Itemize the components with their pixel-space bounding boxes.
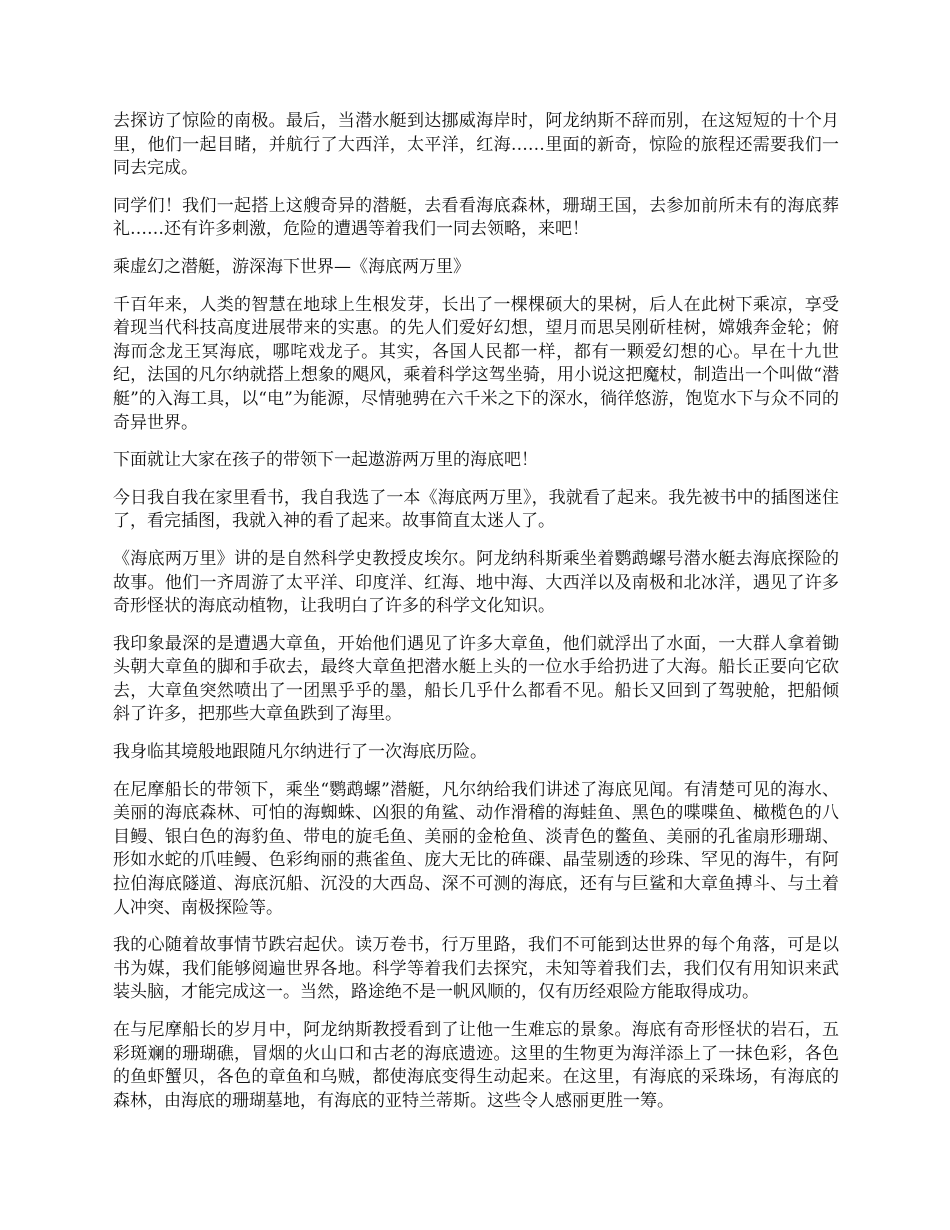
paragraph-3-heading: 乘虚幻之潜艇，游深海下世界—《海底两万里》 [113, 256, 470, 277]
paragraph-6: 今日我自我在家里看书，我自我选了一本《海底两万里》，我就看了起来。我先被书中的插图迷住了，看完插图，我就入神的看了起来。故事简直太迷人了。 [113, 487, 839, 532]
document-page [113, 110, 839, 1127]
paragraph-11: 我的心随着故事情节跌宕起伏。读万卷书，行万里路，我们不可能到达世界的每个角落，可是以书为媒，我们能够阅遍世界各地。科学等着我们去探究，未知等着我们去，我们仅有用知识来武装头脑，才能完成这一。当然，路途绝不是一帆风顺的，仅有历经艰险方能取得成功。 [113, 935, 839, 1003]
paragraph-8: 我印象最深的是遭遇大章鱼，开始他们遇见了许多大章鱼，他们就浮出了水面，一大群人拿着锄头朝大章鱼的脚和手砍去，最终大章鱼把潜水艇上头的一位水手给扔进了大海。船长正要向它砍去，大章鱼突然喷出了一团黑乎乎的墨，船长几乎什么都看不见。船长又回到了驾驶舱，把船倾斜了许多，把那些大章鱼跌到了海里。 [113, 633, 839, 725]
paragraph-10: 在尼摩船长的带领下，乘坐“鹦鹉螺”潜艇，凡尔纳给我们讲述了海底见闻。有清楚可见的海水、美丽的海底森林、可怕的海蜘蛛、凶狠的角鲨、动作滑稽的海蛙鱼、黑色的喋喋鱼、橄榄色的八目鳗、银白色的海豹鱼、带电的旋毛鱼、美丽的金枪鱼、淡青色的鳖鱼、美丽的孔雀扇形珊瑚、形如水蛇的爪哇鳗、色彩绚丽的燕雀鱼、庞大无比的砗磲、晶莹剔透的珍珠、罕见的海牛，有阿拉伯海底隧道、海底沉船、沉没的大西岛、深不可测的海底，还有与巨鲨和大章鱼搏斗、与土着人冲突、南极探险等。 [113, 779, 839, 918]
paragraph-5: 下面就让大家在孩子的带领下一起遨游两万里的海底吧！ [113, 450, 538, 471]
paragraph-2: 同学们！我们一起搭上这艘奇异的潜艇，去看看海底森林，珊瑚王国，去参加前所未有的海底葬礼……还有许多刺激，危险的遭遇等着我们一同去领略，来吧！ [113, 195, 839, 240]
paragraph-9: 我身临其境般地跟随凡尔纳进行了一次海底历险。 [113, 742, 487, 763]
paragraph-12: 在与尼摩船长的岁月中，阿龙纳斯教授看到了让他一生难忘的景象。海底有奇形怪状的岩石，五彩斑斓的珊瑚礁，冒烟的火山口和古老的海底遗迹。这里的生物更为海洋添上了一抹色彩，各色的鱼虾蟹贝，各色的章鱼和乌贼，都使海底变得生动起来。在这里，有海底的采珠场，有海底的森林，由海底的珊瑚墓地，有海底的亚特兰蒂斯。这些令人感丽更胜一筹。 [113, 1020, 839, 1111]
paragraph-7: 《海底两万里》讲的是自然科学史教授皮埃尔。阿龙纳科斯乘坐着鹦鹉螺号潜水艇去海底探险的故事。他们一齐周游了太平洋、印度洋、红海、地中海、大西洋以及南极和北冰洋，遇见了许多奇形怪状的海底动植物，让我明白了许多的科学文化知识。 [113, 548, 839, 617]
paragraph-4: 千百年来，人类的智慧在地球上生根发芽，长出了一棵棵硕大的果树，后人在此树下乘凉，享受着现当代科技高度进展带来的实惠。的先人们爱好幻想，望月而思吴刚斫桂树，嫦娥奔金轮；俯海而念龙王冥海底，哪咤戏龙子。其实，各国人民都一样，都有一颗爱幻想的心。早在十九世纪，法国的凡尔纳就搭上想象的飓风，乘着科学这驾坐骑，用小说这把魔杖，制造出一个叫做“潜艇”的入海工具，以“电”为能源，尽情驰骋在六千米之下的深水，徜徉悠游，饱览水下与众不同的奇异世界。 [113, 294, 839, 433]
paragraph-1: 去探访了惊险的南极。最后，当潜水艇到达挪威海岸时，阿龙纳斯不辞而别，在这短短的十个月里，他们一起目睹，并航行了大西洋，太平洋，红海……里面的新奇，惊险的旅程还需要我们一同去完成。 [113, 111, 839, 179]
